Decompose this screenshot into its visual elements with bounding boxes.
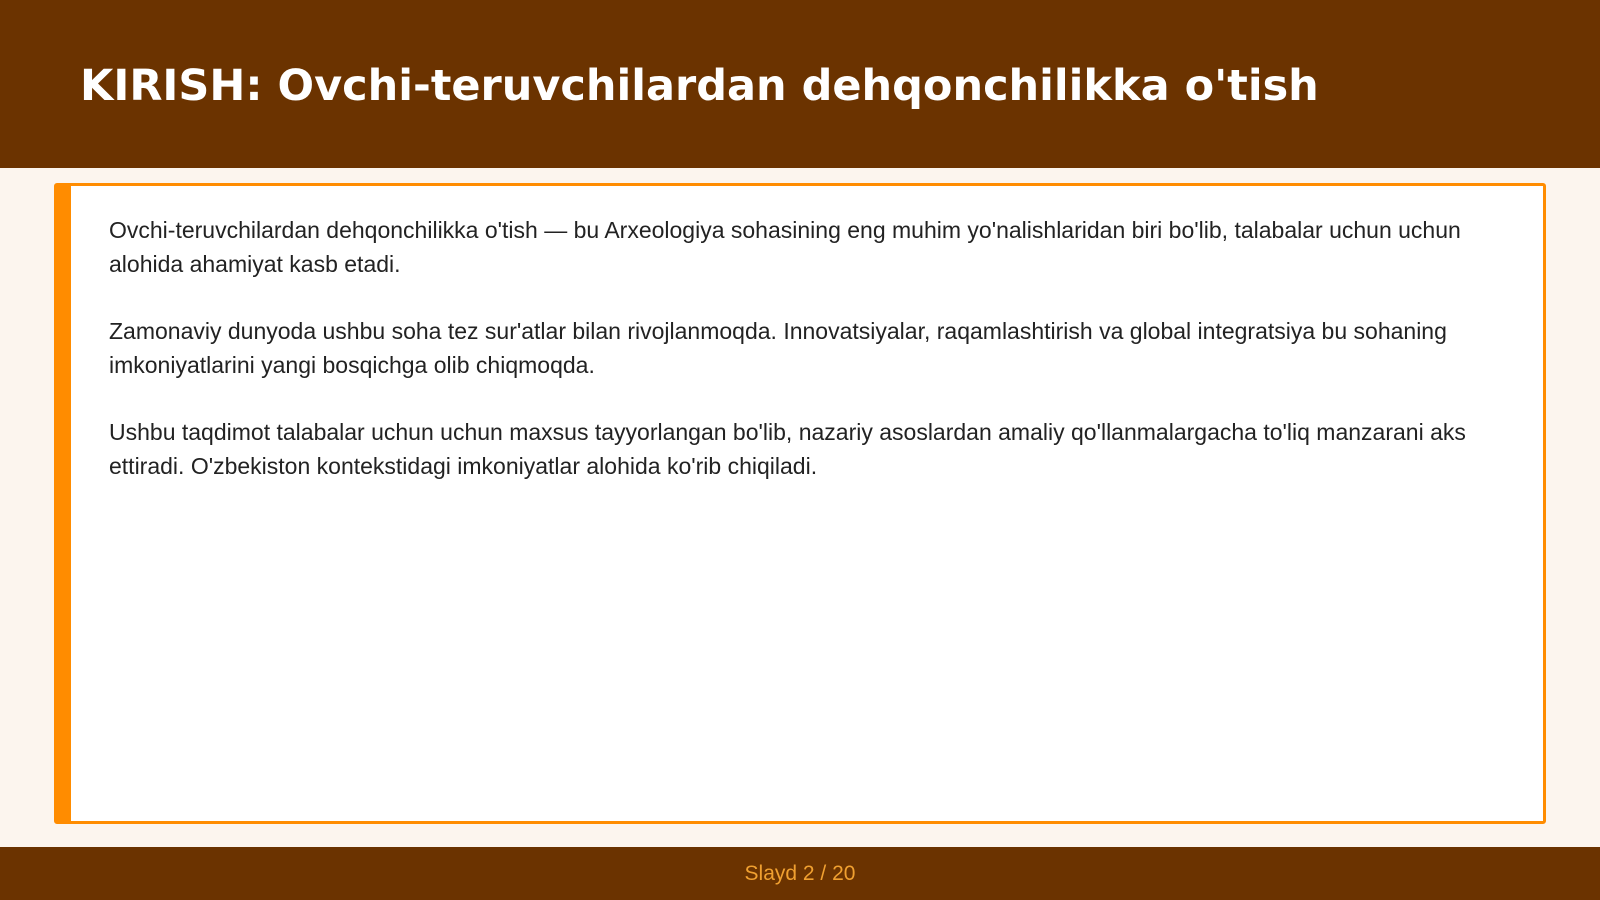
content-text — [109, 213, 1499, 516]
slide-header — [0, 0, 1600, 168]
slide-title: KIRISH: Ovchi-teruvchilardan dehqonchilikka o'tish — [80, 61, 1319, 111]
modern-world-paragraph: Zamonaviy dunyoda ushbu soha tez sur'atlar bilan rivojlanmoqda. Innovatsiyalar, raqamlashtirish va global integratsiya bu sohaning imkoniyatlarini yangi bosqichga olib chiqmoqda. — [109, 318, 1447, 378]
slide-number: Slayd 2 / 20 — [744, 861, 856, 885]
intro-paragraph: Ovchi-teruvchilardan dehqonchilikka o'tish — bu Arxeologiya sohasining eng muhim yo'nalishlaridan biri bo'lib, talabalar uchun uchun alohida ahamiyat kasb etadi. — [109, 217, 1461, 277]
content-panel — [54, 183, 1546, 824]
presentation-purpose-paragraph: Ushbu taqdimot talabalar uchun uchun maxsus tayyorlangan bo'lib, nazariy asoslardan amaliy qo'llanmalargacha to'liq manzarani aks ettiradi. O'zbekiston kontekstidagi imkoniyatlar alohida ko'rib chiqiladi. — [109, 419, 1466, 479]
slide-footer — [0, 847, 1600, 900]
